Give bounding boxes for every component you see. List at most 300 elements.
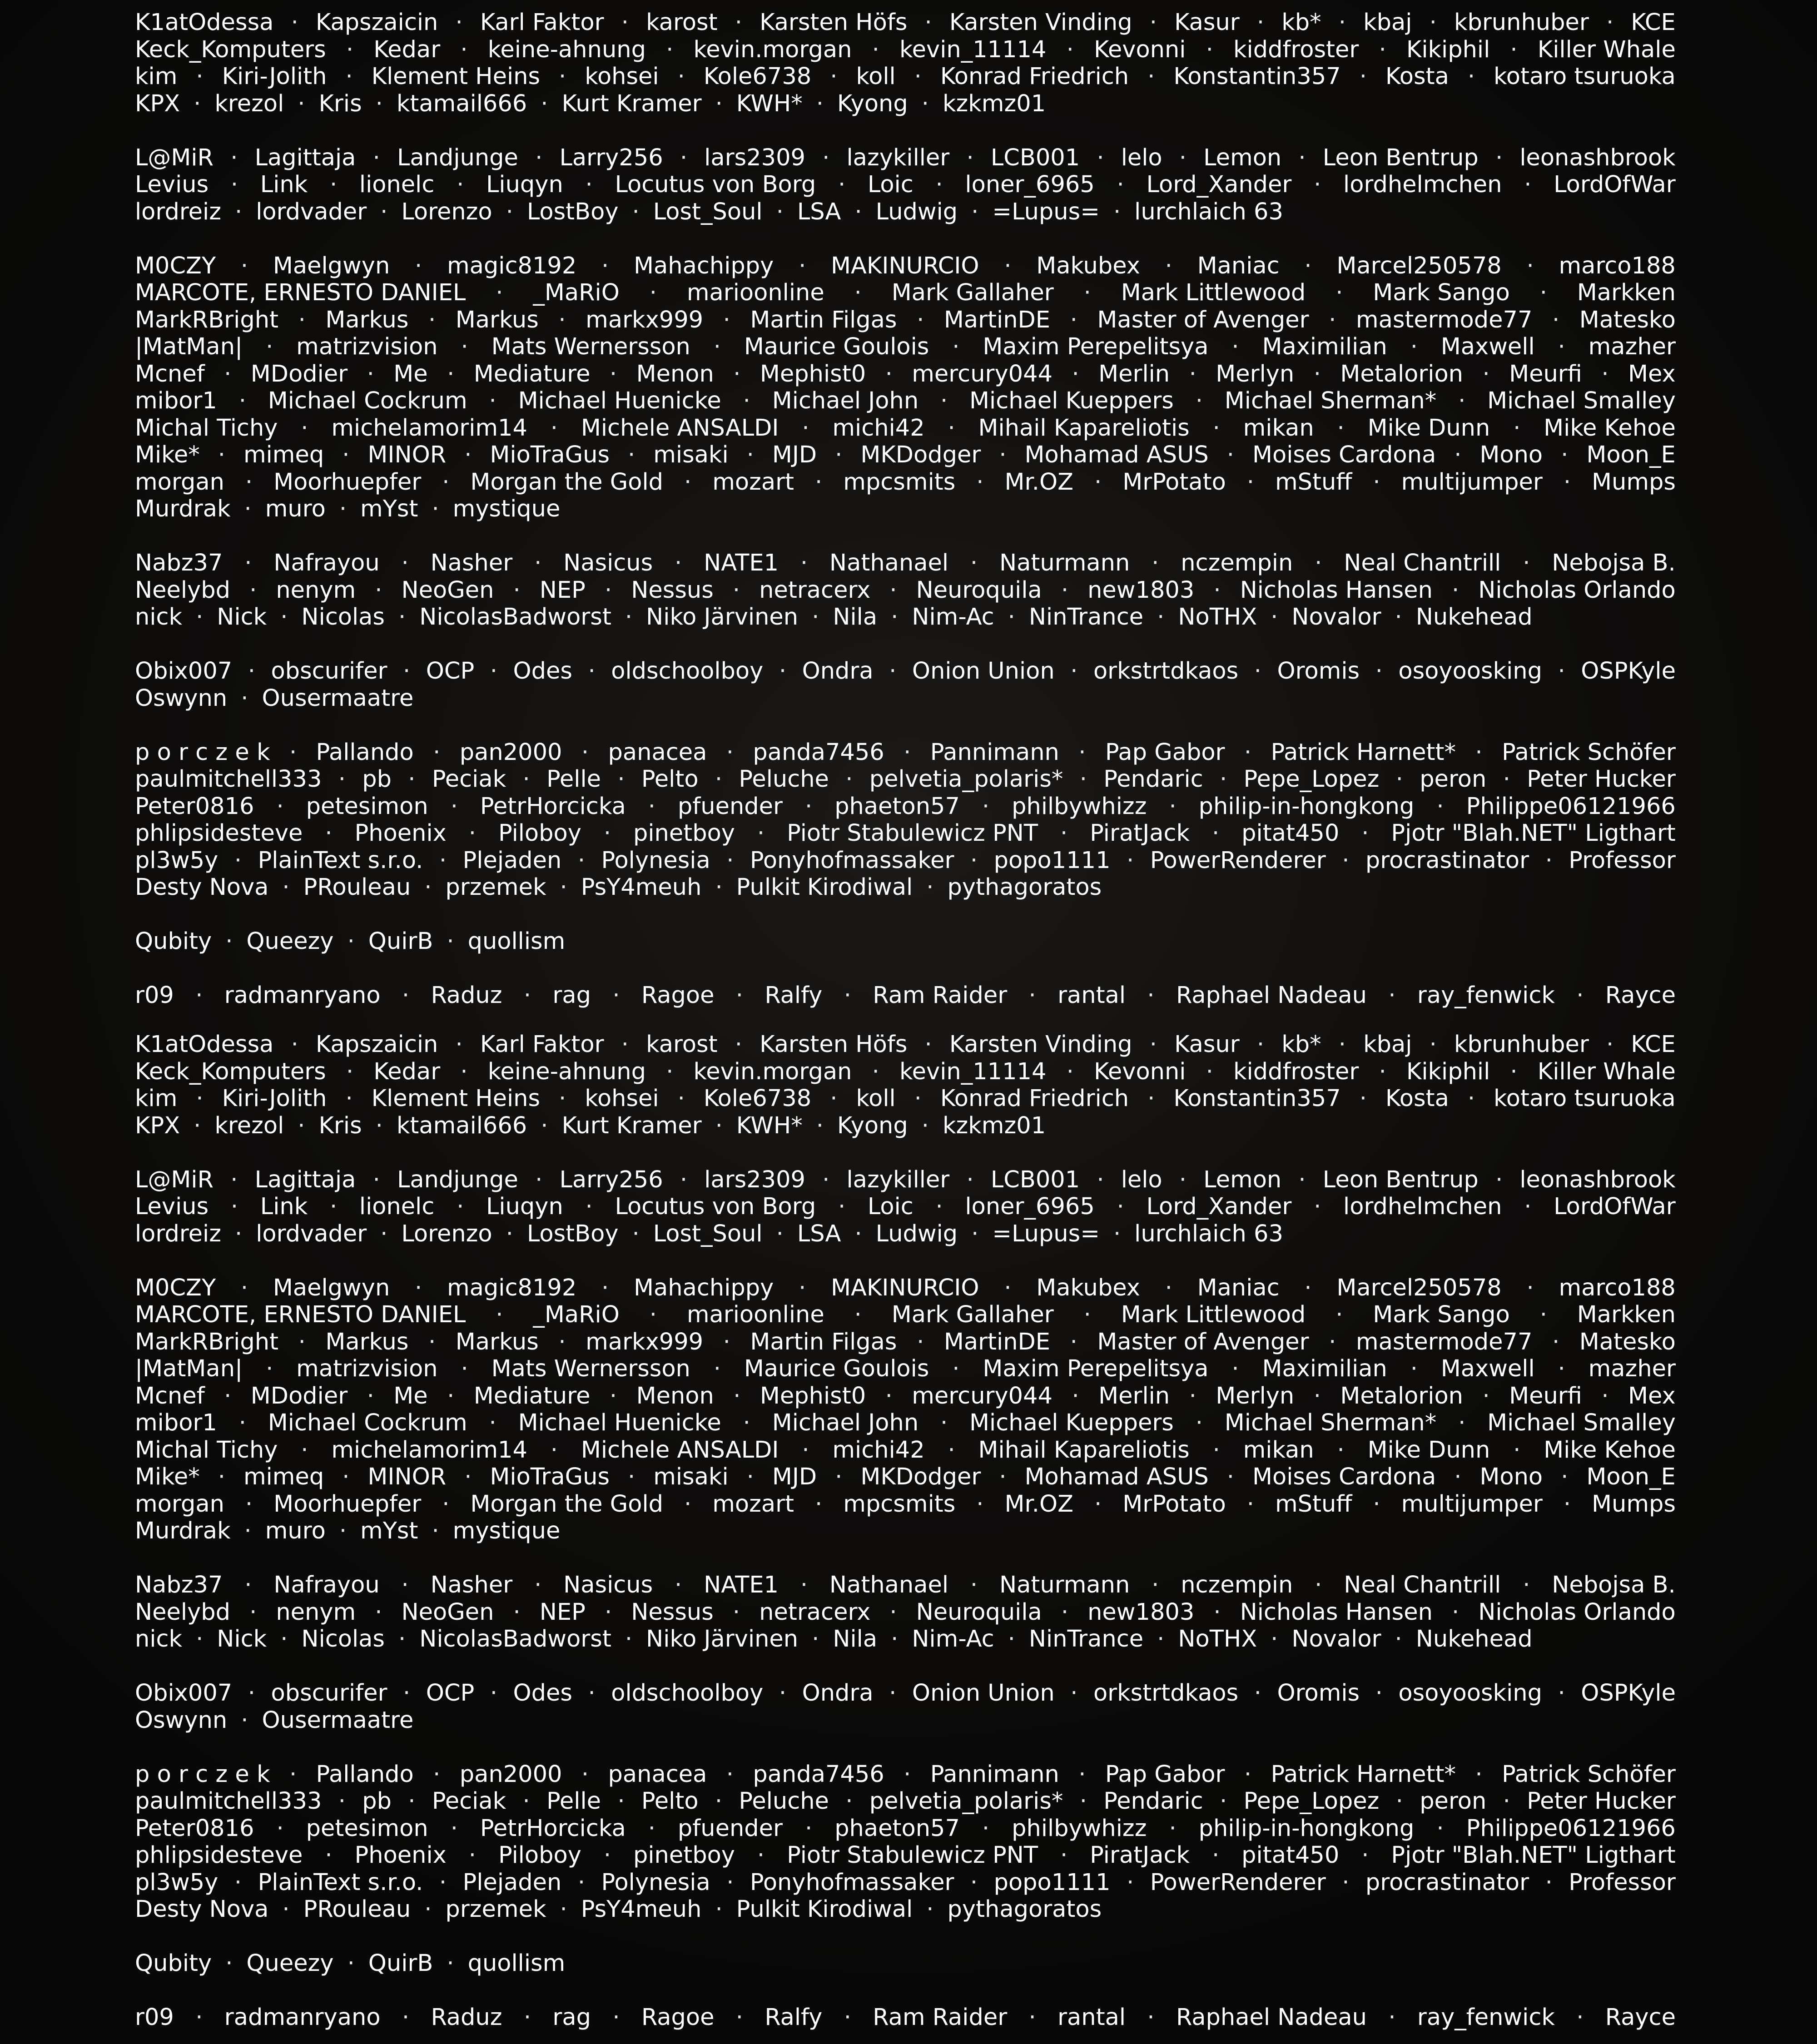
contributor-name: kbaj [1363, 1031, 1412, 1058]
credits-line [135, 63, 1676, 90]
contributor-name: Mahachippy [634, 252, 774, 279]
credits-line [135, 1031, 1676, 1058]
separator-dot: · [632, 1220, 640, 1247]
credits-line [135, 1896, 1676, 1923]
contributor-name: muro [265, 496, 326, 522]
separator-dot: · [455, 1031, 463, 1058]
contributor-name: Larry256 [559, 1166, 663, 1193]
separator-dot: · [249, 576, 257, 604]
contributor-name: |MatMan| [135, 1355, 243, 1382]
separator-dot: · [1467, 63, 1475, 90]
contributor-name: Makubex [1036, 252, 1140, 279]
contributor-name: Markus [325, 1328, 409, 1355]
contributor-name: kohsei [585, 1085, 659, 1112]
contributor-name: philip-in-hongkong [1198, 1815, 1415, 1842]
contributor-name: Desty Nova [135, 1896, 269, 1923]
contributor-name: Peter Hucker [1527, 766, 1676, 793]
separator-dot: · [1329, 306, 1336, 333]
separator-dot: · [926, 1896, 934, 1923]
separator-dot: · [342, 442, 350, 468]
separator-dot: · [1189, 1382, 1196, 1409]
credits-line [135, 1112, 1676, 1140]
contributor-name: MarkRBright [135, 1328, 279, 1355]
separator-dot: · [1256, 9, 1265, 36]
separator-dot: · [428, 1328, 436, 1355]
separator-dot: · [461, 333, 468, 360]
contributor-name: KWH* [736, 1112, 803, 1139]
separator-dot: · [1552, 1328, 1560, 1355]
separator-dot: · [715, 90, 723, 117]
contributor-name: mikan [1243, 1436, 1314, 1464]
separator-dot: · [914, 63, 922, 90]
contributor-name: paulmitchell333 [135, 1788, 322, 1815]
separator-dot: · [971, 1220, 979, 1247]
separator-dot: · [1070, 658, 1078, 685]
separator-dot: · [1410, 1355, 1418, 1382]
separator-dot: · [1072, 1382, 1079, 1409]
separator-dot: · [241, 1707, 248, 1734]
separator-dot: · [1576, 2004, 1584, 2031]
credits-line [135, 1409, 1676, 1437]
contributor-name: Nick [217, 1626, 267, 1652]
separator-dot: · [1220, 766, 1227, 793]
separator-dot: · [1113, 198, 1121, 225]
contributor-name: new1803 [1087, 576, 1195, 604]
contributor-name: Michael Kueppers [969, 1409, 1174, 1436]
contributor-name: Markus [455, 1328, 539, 1355]
contributor-name: Moises Cardona [1252, 1464, 1436, 1490]
separator-dot: · [234, 847, 242, 874]
credits-line [135, 2004, 1676, 2031]
separator-dot: · [1206, 36, 1213, 63]
separator-dot: · [1451, 1598, 1460, 1626]
contributor-name: quollism [467, 1950, 566, 1977]
separator-dot: · [1060, 820, 1068, 847]
contributor-name: Nabz37 [135, 550, 223, 576]
separator-dot: · [872, 1058, 879, 1085]
separator-dot: · [398, 1626, 406, 1652]
contributor-name: Maxwell [1440, 1355, 1535, 1382]
separator-dot: · [1212, 414, 1220, 442]
separator-dot: · [1338, 9, 1346, 36]
separator-dot: · [1337, 414, 1345, 442]
contributor-name: kim [135, 63, 178, 90]
separator-dot: · [1313, 360, 1321, 387]
contributor-name: Makubex [1036, 1274, 1140, 1301]
separator-dot: · [746, 1464, 754, 1490]
credits-line [135, 1626, 1676, 1653]
contributor-name: PsY4meuh [581, 874, 702, 901]
contributor-name: Michael John [772, 1409, 919, 1436]
contributor-name: MrPotato [1122, 468, 1226, 496]
separator-dot: · [550, 1436, 558, 1464]
credits-group [135, 550, 1676, 631]
contributor-name: Nicholas Hansen [1240, 1598, 1433, 1626]
contributor-name: marco188 [1559, 252, 1676, 279]
separator-dot: · [1552, 306, 1560, 333]
separator-dot: · [338, 766, 346, 793]
contributor-name: Nim-Ac [912, 604, 994, 630]
separator-dot: · [457, 171, 464, 198]
contributor-name: MartinDE [943, 1328, 1051, 1355]
contributor-name: netracerx [759, 576, 871, 604]
separator-dot: · [776, 198, 784, 225]
contributor-name: Master of Avenger [1097, 306, 1309, 333]
contributor-name: Kedar [373, 36, 441, 63]
contributor-name: Murdrak [135, 1518, 231, 1544]
separator-dot: · [380, 1220, 388, 1247]
contributor-name: OCP [426, 1680, 475, 1707]
contributor-name: PetrHorcicka [480, 1815, 626, 1842]
contributor-name: obscurifer [271, 1680, 387, 1707]
separator-dot: · [800, 550, 808, 576]
separator-dot: · [1127, 847, 1134, 874]
separator-dot: · [1338, 1031, 1346, 1058]
separator-dot: · [802, 414, 809, 442]
separator-dot: · [245, 1490, 253, 1518]
contributor-name: Raphael Nadeau [1176, 982, 1367, 1009]
contributor-name: LCB001 [990, 1166, 1080, 1193]
contributor-name: Merlyn [1216, 1382, 1295, 1409]
credits-group [135, 658, 1676, 712]
contributor-name: Pap Gabor [1105, 739, 1225, 766]
separator-dot: · [649, 1301, 657, 1328]
contributor-name: nczempin [1181, 1572, 1293, 1598]
separator-dot: · [830, 63, 838, 90]
separator-dot: · [715, 1112, 723, 1139]
separator-dot: · [464, 442, 472, 468]
separator-dot: · [1254, 658, 1261, 685]
credits-line [135, 1058, 1676, 1086]
contributor-name: radmanryano [224, 2004, 381, 2031]
contributor-name: PlainText s.r.o. [258, 847, 423, 874]
separator-dot: · [401, 550, 409, 576]
contributor-name: Matesko [1579, 306, 1676, 333]
credits-line [135, 1166, 1676, 1194]
separator-dot: · [970, 847, 978, 874]
contributor-name: Marcel250578 [1336, 1274, 1502, 1301]
contributor-name: LostBoy [526, 1220, 619, 1247]
separator-dot: · [1083, 1301, 1091, 1328]
separator-dot: · [854, 279, 862, 306]
contributor-name: kevin.morgan [693, 1058, 852, 1085]
contributor-name: Kyong [837, 90, 908, 117]
contributor-name: Pap Gabor [1105, 1761, 1225, 1788]
separator-dot: · [1454, 442, 1462, 468]
separator-dot: · [522, 766, 530, 793]
separator-dot: · [1482, 360, 1490, 387]
credits-line [135, 1193, 1676, 1220]
separator-dot: · [1373, 468, 1380, 496]
separator-dot: · [1454, 1464, 1462, 1490]
contributor-name: Lagittaja [254, 1166, 356, 1193]
contributor-name: Marcel250578 [1336, 252, 1502, 279]
separator-dot: · [329, 171, 338, 198]
separator-dot: · [982, 793, 990, 820]
separator-dot: · [338, 1788, 346, 1815]
separator-dot: · [1004, 252, 1012, 279]
separator-dot: · [1127, 1869, 1134, 1896]
separator-dot: · [1458, 387, 1466, 414]
separator-dot: · [1524, 171, 1532, 198]
contributor-name: paulmitchell333 [135, 766, 322, 793]
contributor-name: ray_fenwick [1417, 2004, 1555, 2031]
contributor-name: Michele ANSALDI [581, 1436, 779, 1464]
separator-dot: · [468, 1842, 476, 1869]
separator-dot: · [489, 1409, 496, 1436]
separator-dot: · [632, 198, 640, 225]
contributor-name: multijumper [1401, 1490, 1543, 1518]
contributor-name: NoTHX [1178, 1626, 1257, 1652]
separator-dot: · [872, 36, 879, 63]
separator-dot: · [346, 1058, 354, 1085]
separator-dot: · [779, 658, 787, 685]
credits-line [135, 1220, 1676, 1248]
separator-dot: · [802, 1436, 809, 1464]
separator-dot: · [844, 2004, 851, 2031]
contributor-name: Maximilian [1262, 1355, 1387, 1382]
contributor-name: Mono [1479, 1464, 1543, 1490]
separator-dot: · [804, 793, 813, 820]
separator-dot: · [1313, 1382, 1321, 1409]
contributor-name: K1atOdessa [135, 1031, 274, 1058]
separator-dot: · [976, 1490, 984, 1518]
separator-dot: · [346, 36, 354, 63]
separator-dot: · [804, 1815, 813, 1842]
contributor-name: Peluche [739, 766, 829, 793]
contributor-name: Nebojsa B. [1552, 1572, 1676, 1598]
contributor-name: Nathanael [829, 1572, 949, 1598]
separator-dot: · [757, 820, 765, 847]
separator-dot: · [588, 1680, 596, 1707]
separator-dot: · [442, 1490, 450, 1518]
contributor-name: Mohamad ASUS [1024, 1464, 1209, 1490]
separator-dot: · [489, 387, 496, 414]
contributor-name: Meurfi [1509, 360, 1582, 387]
contributor-name: Maelgwyn [273, 1274, 390, 1301]
contributor-name: MioTraGus [490, 1464, 610, 1490]
separator-dot: · [450, 793, 458, 820]
credits-line [135, 1437, 1676, 1464]
contributor-name: Kiri-Jolith [222, 63, 327, 90]
contributor-name: NeoGen [401, 576, 494, 604]
separator-dot: · [609, 1382, 617, 1409]
separator-dot: · [1539, 1301, 1547, 1328]
separator-dot: · [891, 1626, 899, 1652]
separator-dot: · [1513, 414, 1521, 442]
separator-dot: · [1079, 766, 1087, 793]
contributor-name: Naturmann [999, 550, 1130, 576]
separator-dot: · [535, 144, 543, 171]
separator-dot: · [1601, 1382, 1609, 1409]
contributor-name: Lagittaja [254, 144, 356, 171]
contributor-name: quollism [467, 928, 566, 955]
separator-dot: · [1008, 1626, 1015, 1652]
contributor-name: Keck_Komputers [135, 1058, 326, 1085]
contributor-name: LostBoy [526, 198, 619, 225]
contributor-name: philbywhizz [1012, 793, 1147, 820]
credits-line [135, 847, 1676, 874]
separator-dot: · [559, 63, 566, 90]
separator-dot: · [1244, 1761, 1252, 1788]
credits-line [135, 1842, 1676, 1869]
contributor-name: KCE [1631, 1031, 1676, 1058]
credits-line [135, 820, 1676, 847]
contributor-name: przemek [445, 1896, 546, 1923]
separator-dot: · [291, 9, 298, 36]
separator-dot: · [345, 1085, 353, 1112]
separator-dot: · [1066, 36, 1074, 63]
separator-dot: · [558, 1328, 566, 1355]
separator-dot: · [577, 847, 586, 874]
contributor-name: michelamorim14 [331, 414, 527, 442]
contributor-name: Mex [1628, 1382, 1676, 1409]
contributor-name: Piotr Stabulewicz PNT [787, 1842, 1038, 1869]
separator-dot: · [224, 360, 232, 387]
separator-dot: · [612, 2004, 620, 2031]
separator-dot: · [952, 1355, 960, 1382]
separator-dot: · [1147, 982, 1155, 1009]
contributor-name: morgan [135, 468, 224, 496]
separator-dot: · [1097, 144, 1104, 171]
contributor-name: Mats Wernersson [491, 333, 690, 360]
contributor-name: Ousermaatre [262, 1707, 414, 1734]
separator-dot: · [612, 982, 620, 1009]
separator-dot: · [854, 1220, 862, 1247]
separator-dot: · [628, 442, 635, 468]
contributor-name: mpcsmits [843, 468, 956, 496]
separator-dot: · [601, 252, 609, 279]
separator-dot: · [1147, 63, 1155, 90]
contributor-name: Michael John [772, 387, 919, 414]
contributor-name: Neelybd [135, 1598, 231, 1626]
contributor-name: Michal Tichy [135, 1436, 278, 1464]
contributor-name: PRouleau [303, 874, 411, 901]
credits-list [135, 1031, 1676, 2044]
contributor-name: lelo [1121, 1166, 1162, 1193]
separator-dot: · [1149, 1031, 1157, 1058]
contributor-name: panacea [608, 739, 707, 766]
contributor-name: nick [135, 1626, 183, 1652]
contributor-name: Ragoe [641, 2004, 715, 2031]
contributor-name: Mcnef [135, 360, 205, 387]
separator-dot: · [1195, 387, 1203, 414]
separator-dot: · [680, 1166, 688, 1193]
separator-dot: · [298, 1112, 305, 1139]
contributor-name: ktamail666 [396, 1112, 527, 1139]
credits-line [135, 1869, 1676, 1896]
separator-dot: · [677, 63, 685, 90]
contributor-name: Maxim Perepelitsya [983, 1355, 1209, 1382]
contributor-name: markx999 [586, 1328, 704, 1355]
contributor-name: magic8192 [447, 252, 577, 279]
contributor-name: keine-ahnung [487, 1058, 646, 1085]
credits-line [135, 171, 1676, 198]
separator-dot: · [432, 1518, 439, 1544]
contributor-name: pl3w5y [135, 847, 218, 874]
contributor-name: lordreiz [135, 1220, 221, 1247]
contributor-name: Naturmann [999, 1572, 1130, 1598]
contributor-name: Martin Filgas [750, 306, 897, 333]
credits-line [135, 1464, 1676, 1491]
separator-dot: · [726, 1869, 734, 1896]
separator-dot: · [490, 658, 497, 685]
contributor-name: petesimon [306, 793, 428, 820]
contributor-name: misaki [653, 1464, 729, 1490]
contributor-name: popo1111 [993, 1869, 1111, 1896]
contributor-name: Mephist0 [760, 1382, 866, 1409]
contributor-name: Mike Kehoe [1544, 1436, 1676, 1464]
contributor-name: Nathanael [829, 550, 949, 576]
separator-dot: · [375, 1598, 382, 1626]
separator-dot: · [1558, 333, 1565, 360]
credits-line [135, 333, 1676, 361]
contributor-name: koll [856, 63, 896, 90]
contributor-name: Nasicus [563, 550, 653, 576]
contributor-name: morgan [135, 1490, 224, 1518]
separator-dot: · [726, 1761, 734, 1788]
contributor-name: nenym [276, 576, 356, 604]
separator-dot: · [816, 90, 824, 117]
credits-line [135, 1355, 1676, 1383]
separator-dot: · [1004, 1274, 1012, 1301]
separator-dot: · [733, 360, 741, 387]
credits-line [135, 793, 1676, 820]
separator-dot: · [289, 739, 297, 766]
separator-dot: · [581, 1761, 589, 1788]
credits-group [135, 144, 1676, 226]
contributor-name: MKDodger [860, 442, 981, 468]
separator-dot: · [298, 306, 306, 333]
contributor-name: Me [393, 1382, 428, 1409]
contributor-name: kotaro tsuruoka [1494, 63, 1676, 90]
contributor-name: Nila [833, 604, 878, 630]
contributor-name: mystique [452, 496, 561, 522]
separator-dot: · [609, 360, 617, 387]
credits-group [135, 1572, 1676, 1653]
separator-dot: · [345, 63, 353, 90]
separator-dot: · [301, 414, 308, 442]
separator-dot: · [1523, 1572, 1530, 1598]
separator-dot: · [1388, 982, 1396, 1009]
contributor-name: pelvetia_polaris* [869, 1788, 1063, 1815]
credits-line [135, 604, 1676, 631]
separator-dot: · [1395, 1788, 1403, 1815]
separator-dot: · [1475, 739, 1483, 766]
contributor-name: p o r c z e k [135, 1761, 270, 1788]
separator-dot: · [534, 1572, 542, 1598]
separator-dot: · [339, 496, 347, 522]
contributor-name: Plejaden [462, 847, 562, 874]
contributor-name: Niko Järvinen [646, 1626, 799, 1652]
contributor-name: Merlin [1098, 360, 1170, 387]
separator-dot: · [559, 1085, 566, 1112]
contributor-name: Liuqyn [486, 171, 563, 198]
contributor-name: MJD [772, 1464, 817, 1490]
separator-dot: · [1244, 739, 1252, 766]
separator-dot: · [715, 874, 723, 901]
separator-dot: · [506, 198, 513, 225]
separator-dot: · [1179, 1166, 1187, 1193]
separator-dot: · [291, 1031, 298, 1058]
separator-dot: · [513, 576, 521, 604]
contributor-name: mercury044 [912, 360, 1053, 387]
contributor-name: Nukehead [1415, 604, 1533, 630]
contributor-name: Markken [1577, 279, 1676, 306]
separator-dot: · [339, 1518, 347, 1544]
separator-dot: · [999, 1464, 1007, 1490]
contributor-name: Levius [135, 171, 209, 198]
